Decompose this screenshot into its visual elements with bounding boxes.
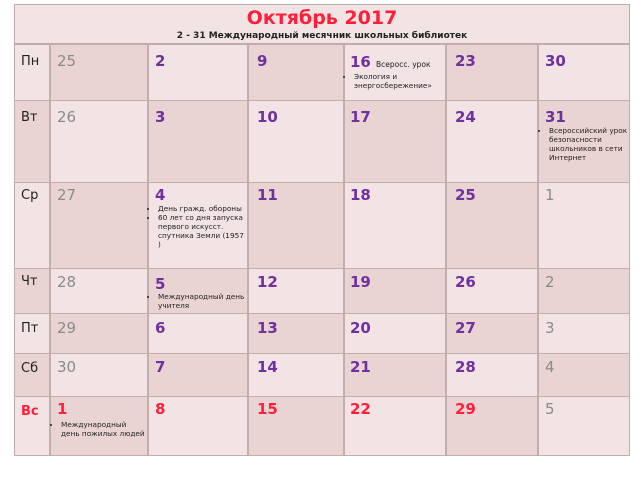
day-number: 28	[455, 358, 476, 376]
day-number: 14	[257, 358, 278, 376]
day-number: 26	[455, 273, 476, 291]
day-number: 2	[545, 273, 555, 291]
day-number: 8	[155, 400, 166, 418]
day-number: 19	[350, 273, 371, 291]
event-item: • 60 лет со дня запуска первого искусст. спутника Земли (1957 )	[158, 213, 246, 249]
day-number: 30	[57, 358, 77, 376]
day-number: 13	[257, 319, 278, 337]
day-number: 7	[155, 358, 166, 376]
day-number: 25	[57, 52, 77, 70]
day-number: 16	[350, 53, 371, 71]
day-number: 3	[155, 108, 166, 126]
day-number: 4	[545, 358, 555, 376]
day-number: 1	[545, 186, 555, 204]
calendar-title-cell	[14, 4, 630, 44]
day-number: 27	[57, 186, 77, 204]
event-item: • Международный день пожилых людей	[61, 420, 145, 438]
event-item: • Международный день учителя	[158, 292, 246, 310]
day-number: 11	[257, 186, 278, 204]
weekday-label-sun: Вс	[21, 404, 39, 419]
day-number: 15	[257, 400, 278, 418]
day-number: 3	[545, 319, 555, 337]
day-number: 29	[455, 400, 476, 418]
weekday-label-thu: Чт	[21, 274, 38, 289]
day-number: 22	[350, 400, 371, 418]
day-number: 4	[155, 186, 166, 204]
event-note	[152, 292, 246, 310]
day-number: 10	[257, 108, 278, 126]
weekday-label-tue: Вт	[21, 110, 38, 125]
day-number: 28	[57, 273, 77, 291]
day-number: 24	[455, 108, 476, 126]
day-number: 25	[455, 186, 476, 204]
day-number: 20	[350, 319, 371, 337]
calendar-subtitle: 2 - 31 Международный месячник школьных библиотек	[176, 31, 468, 41]
event-note	[152, 204, 246, 249]
day-number: 6	[155, 319, 166, 337]
day-number: 12	[257, 273, 278, 291]
day-number: 29	[57, 319, 77, 337]
event-inline-note: Всеросс. урок	[375, 60, 431, 69]
day-number: 31	[545, 108, 566, 126]
event-item: • Всероссийский урок безопасности школьников в сети Интернет	[549, 126, 629, 162]
day-number: 23	[455, 52, 476, 70]
day-number: 17	[350, 108, 371, 126]
event-note	[543, 126, 629, 162]
day-number: 30	[545, 52, 566, 70]
weekday-label-wed: Ср	[21, 188, 39, 203]
day-number: 26	[57, 108, 77, 126]
weekday-label-fri: Пт	[21, 321, 39, 336]
day-number: 18	[350, 186, 371, 204]
event-item: • День гражд. обороны	[158, 204, 246, 213]
calendar-title: Октябрь 2017	[246, 7, 398, 29]
day-number: 1	[57, 400, 68, 418]
day-number: 27	[455, 319, 476, 337]
day-number: 2	[155, 52, 166, 70]
event-note	[55, 420, 145, 438]
weekday-label-sat: Сб	[21, 361, 39, 376]
day-16-header	[350, 52, 444, 71]
weekday-label-mon: Пн	[21, 54, 40, 69]
day-number: 21	[350, 358, 371, 376]
day-number: 5	[155, 275, 166, 293]
day-number: 5	[545, 400, 555, 418]
event-note	[348, 72, 444, 90]
event-item: • Экология и энергосбережение»	[354, 72, 444, 90]
day-number: 9	[257, 52, 268, 70]
